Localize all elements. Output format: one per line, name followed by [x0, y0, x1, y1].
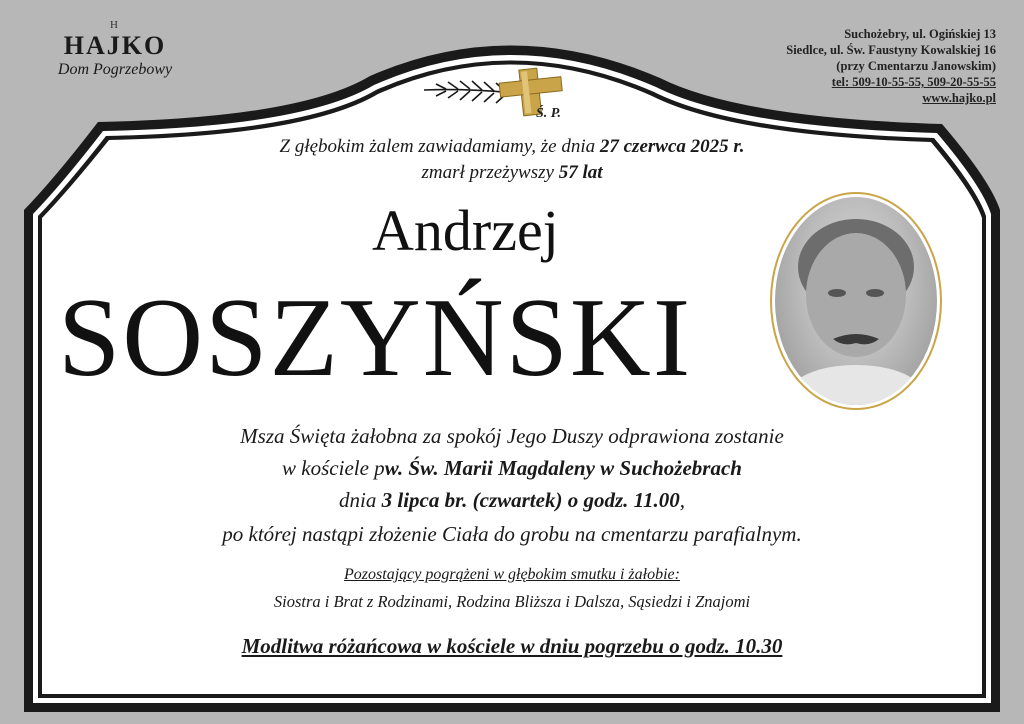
- announcement-intro: Z głębokim żalem zawiadamiamy, że dnia: [279, 136, 600, 157]
- deceased-portrait: [770, 192, 942, 410]
- announcement-line-1: [0, 134, 1024, 160]
- church-name: w. Św. Marii Magdaleny w Suchożebrach: [384, 456, 742, 480]
- website-link[interactable]: www.hajko.pl: [922, 91, 996, 105]
- address-line-1: Suchożebry, ul. Ogińskiej 13: [844, 27, 996, 41]
- mass-line-1: Msza Święta żałobna za spokój Jego Duszy odprawiona zostanie: [240, 424, 784, 448]
- brand-name: HAJKO: [63, 31, 167, 60]
- age-intro: zmarł przeżywszy: [421, 162, 559, 183]
- cross-with-palm-icon: [420, 66, 596, 136]
- announcement-line-2: [0, 160, 1024, 186]
- death-date: 27 czerwca 2025 r.: [599, 136, 745, 157]
- contact-block: [706, 26, 996, 106]
- portrait-silhouette: [775, 197, 937, 405]
- mass-date-time: 3 lipca br. (czwartek) o godz. 11.00: [381, 488, 680, 512]
- sp-abbreviation: Ś. P.: [536, 106, 562, 121]
- brand-logo: [20, 18, 210, 80]
- deceased-first-name: Andrzej: [372, 198, 559, 263]
- brand-subtitle: Dom Pogrzebowy: [57, 61, 173, 78]
- mourners-list: Siostra i Brat z Rodzinami, Rodzina Bliższa i Dalsza, Sąsiedzi i Znajomi: [273, 592, 751, 611]
- mourners-heading: Pozostający pogrążeni w głębokim smutku i żałobie:: [344, 566, 680, 583]
- mass-date-suffix: ,: [679, 488, 685, 512]
- deceased-surname: SOSZYŃSKI: [58, 276, 693, 400]
- church-intro: w kościele p: [282, 456, 385, 480]
- mass-line-3: [0, 484, 1024, 517]
- phone-numbers: tel: 509-10-55-55, 509-20-55-55: [831, 75, 996, 89]
- address-line-3: (przy Cmentarzu Janowskim): [836, 59, 996, 73]
- rosary-notice: Modlitwa różańcowa w kościele w dniu pogrzebu o godz. 10.30: [241, 634, 783, 658]
- mass-line-2: [0, 452, 1024, 485]
- age-value: 57 lat: [558, 162, 603, 183]
- brand-monogram: H: [110, 19, 120, 31]
- cross-emblem: [420, 66, 596, 136]
- mass-date-intro: dnia: [339, 488, 382, 512]
- mass-line-4: po której nastąpi złożenie Ciała do grobu na cmentarzu parafialnym.: [222, 522, 802, 546]
- address-line-2: Siedlce, ul. Św. Faustyny Kowalskiej 16: [786, 43, 996, 57]
- portrait-photo: [775, 197, 937, 405]
